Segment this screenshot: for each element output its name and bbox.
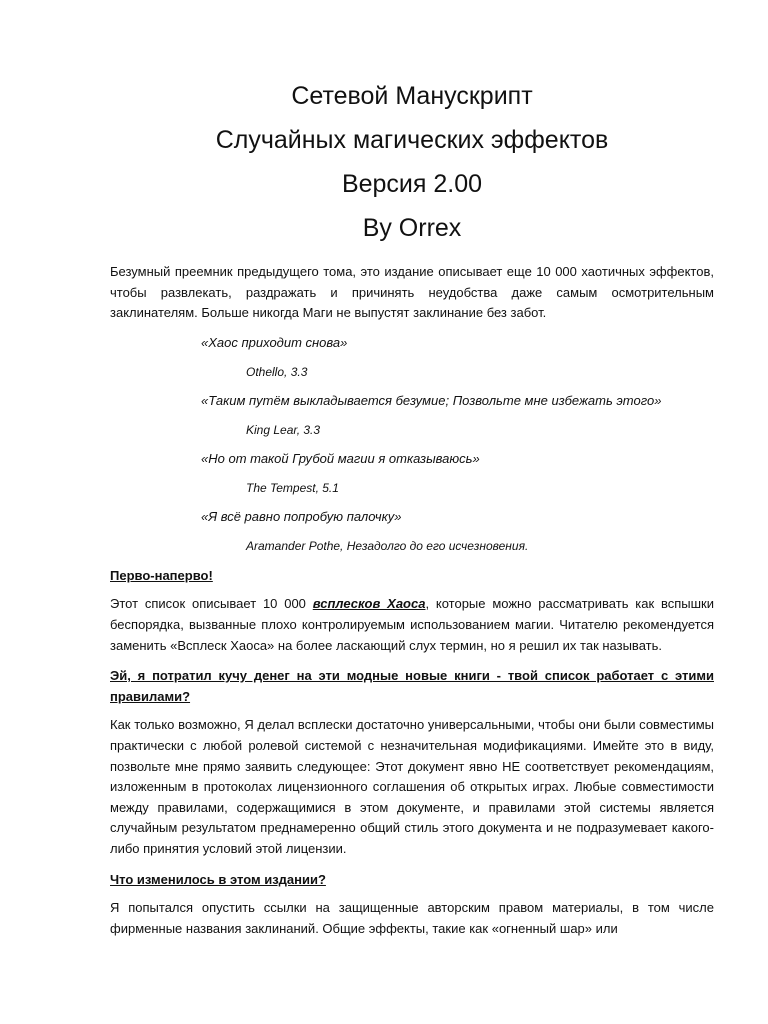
quote-1: «Хаос приходит снова» — [201, 334, 348, 350]
quote-2-source: King Lear, 3.3 — [246, 422, 321, 437]
title-author: By Orrex — [362, 214, 462, 242]
section-first-text-after: , которые можно рассматривать как вспышки беспорядка, вызванные плохо контролируемым использованием магии. Читателю рекомендуется заменить «Всплеск Хаоса» на более ласкающий слух термин, но я решил их так называть. — [110, 596, 714, 653]
section-paragraph-first — [110, 594, 714, 656]
chaos-surge-term: всплесков Хаоса — [312, 596, 426, 612]
title-version: Версия 2.00 — [341, 170, 483, 198]
quote-4-source: Aramander Pothe, Незадолго до его исчезновения. — [246, 538, 529, 553]
section-paragraph-third: Я попытался опустить ссылки на защищенные авторским правом материалы, в том числе фирменные названия заклинаний. Общие эффекты, такие как «огненный шар» или — [110, 900, 714, 936]
title-line-2: Случайных магических эффектов — [215, 126, 609, 154]
quote-3-source: The Tempest, 5.1 — [246, 480, 339, 495]
quote-3: «Но от такой Грубой магии я отказываюсь» — [201, 450, 480, 466]
quote-4: «Я всё равно попробую палочку» — [201, 508, 402, 524]
document-page — [110, 70, 714, 939]
section-first-text-before: Этот список описывает 10 000 — [110, 596, 313, 612]
section-heading-first: Перво-наперво! — [110, 567, 213, 583]
quote-1-source: Othello, 3.3 — [246, 364, 308, 379]
section-paragraph-second: Как только возможно, Я делал всплески достаточно универсальными, чтобы они были совместимы практически с любой ролевой системой с незначительная модификациями. Имейте это в виду, позвольте мне прямо заявить следующее: Этот документ явно НЕ соответствует рекомендациям, изложенным в протоколах лицензионного соглашения об открытых играх. Любые совместимости между правилами, содержащимися в этом документе, и правилами этой системы является случайным результатом преднамеренно общий стиль этого документа и не подразумевает какого-либо принятия условий этой лицензии. — [110, 717, 714, 856]
section-heading-second: Эй, я потратил кучу денег на эти модные новые книги - твой список работает с этими правилами? — [110, 668, 714, 704]
section-heading-third: Что изменилось в этом издании? — [110, 871, 326, 887]
title-line-1: Сетевой Манускрипт — [291, 82, 533, 110]
intro-paragraph: Безумный преемник предыдущего тома, это издание описывает еще 10 000 хаотичных эффектов, чтобы развлекать, раздражать и причинять неудобства даже самым осмотрительным заклинателям. Больше никогда Маги не выпустят заклинание без забот. — [110, 264, 714, 321]
title-block — [110, 74, 714, 250]
quote-2: «Таким путём выкладывается безумие; Позвольте мне избежать этого» — [201, 392, 662, 408]
